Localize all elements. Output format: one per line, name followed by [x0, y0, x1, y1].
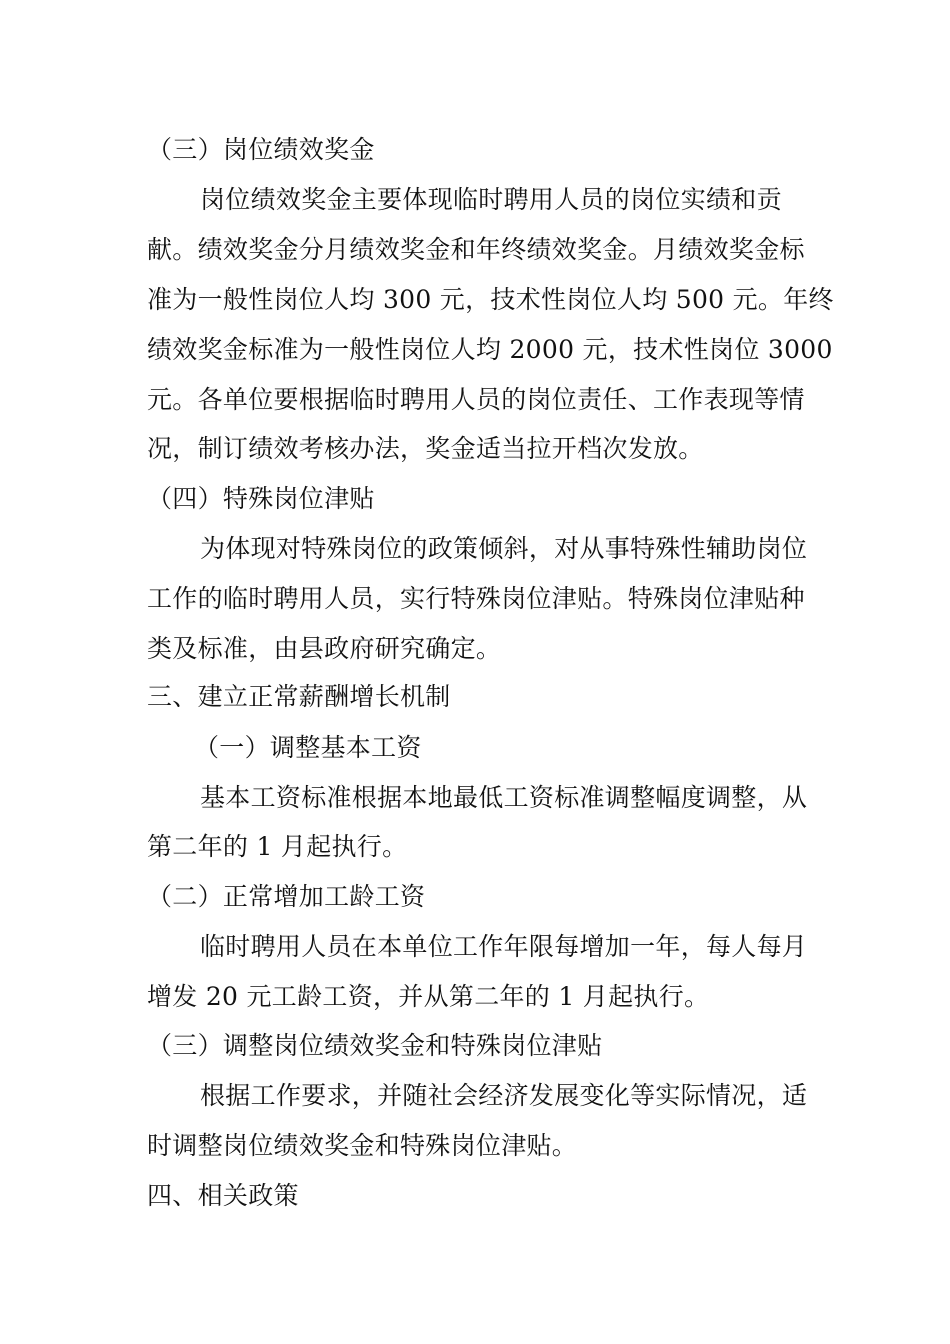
paragraph-line: 临时聘用人员在本单位工作年限每增加一年，每人每月	[200, 932, 808, 961]
paragraph-line: 根据工作要求，并随社会经济发展变化等实际情况，适	[200, 1081, 808, 1110]
paragraph-line: 况，制订绩效考核办法，奖金适当拉开档次发放。	[147, 434, 704, 463]
paragraph-line: 第二年的 1 月起执行。	[147, 832, 408, 861]
paragraph-line: 绩效奖金标准为一般性岗位人均 2000 元，技术性岗位 3000	[147, 335, 833, 364]
paragraph-line: 准为一般性岗位人均 300 元，技术性岗位人均 500 元。年终	[147, 285, 834, 314]
heading-position-bonus: （三）岗位绩效奖金	[147, 135, 375, 164]
heading-seniority-wage: （二）正常增加工龄工资	[147, 882, 426, 911]
paragraph-line: 岗位绩效奖金主要体现临时聘用人员的岗位实绩和贡	[200, 185, 782, 214]
paragraph-line: 为体现对特殊岗位的政策倾斜，对从事特殊性辅助岗位	[200, 534, 808, 563]
section-heading-salary-growth: 三、建立正常薪酬增长机制	[147, 682, 451, 711]
heading-adjust-bonus-allowance: （三）调整岗位绩效奖金和特殊岗位津贴	[147, 1031, 603, 1060]
paragraph-line: 时调整岗位绩效奖金和特殊岗位津贴。	[147, 1131, 578, 1160]
paragraph-line: 元。各单位要根据临时聘用人员的岗位责任、工作表现等情	[147, 385, 805, 414]
paragraph-line: 献。绩效奖金分月绩效奖金和年终绩效奖金。月绩效奖金标	[147, 235, 805, 264]
heading-adjust-base-salary: （一）调整基本工资	[194, 733, 422, 762]
paragraph-line: 增发 20 元工龄工资，并从第二年的 1 月起执行。	[147, 982, 710, 1011]
section-heading-related-policies: 四、相关政策	[147, 1181, 299, 1210]
paragraph-line: 类及标准，由县政府研究确定。	[147, 634, 502, 663]
paragraph-line: 工作的临时聘用人员，实行特殊岗位津贴。特殊岗位津贴种	[147, 584, 805, 613]
paragraph-line: 基本工资标准根据本地最低工资标准调整幅度调整，从	[200, 783, 808, 812]
heading-special-allowance: （四）特殊岗位津贴	[147, 484, 375, 513]
